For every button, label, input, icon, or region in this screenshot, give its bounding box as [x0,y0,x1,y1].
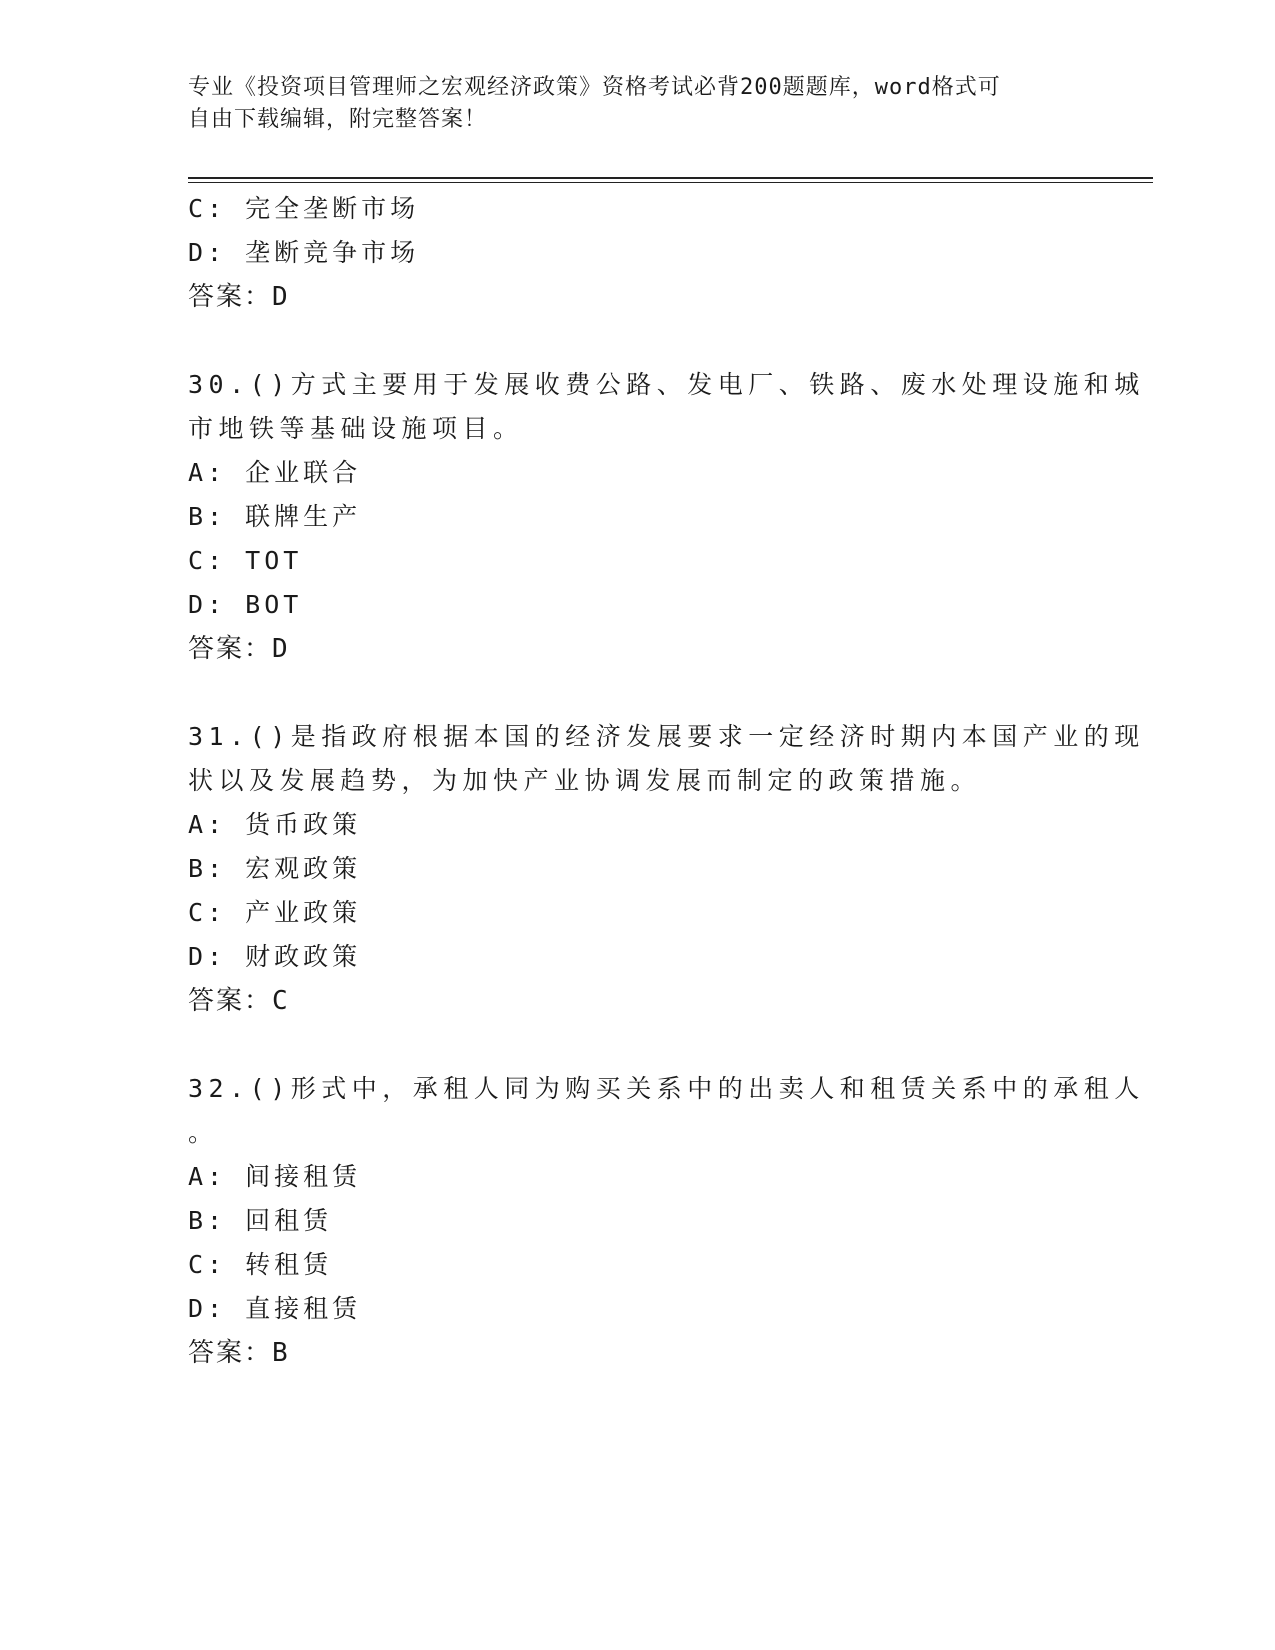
q29-option-d: D: 垄断竞争市场 [188,238,420,267]
header-title-line-2: 自由下载编辑，附完整答案！ [188,107,488,132]
q32-answer: 答案：B [188,1338,290,1368]
q30-answer: 答案：D [188,634,290,664]
q30-option-b: B: 联牌生产 [188,502,362,531]
q30-option-a: A: 企业联合 [188,458,362,487]
q32-option-c: C: 转租赁 [188,1250,333,1279]
q32-question-line-1: 32.()形式中，承租人同为购买关系中的出卖人和租赁关系中的承租人 [188,1074,1145,1103]
q31-question-line-1: 31.()是指政府根据本国的经济发展要求一定经济时期内本国产业的现 [188,722,1145,751]
q31-answer: 答案：C [188,986,290,1016]
q30-question-line-2: 市地铁等基础设施项目。 [188,414,524,443]
document-header [188,72,1068,136]
q32-question-line-2: 。 [188,1118,219,1147]
header-divider-thick [188,177,1153,179]
q30-option-c: C: TOT [188,546,303,575]
q29-option-c: C: 完全垄断市场 [188,194,420,223]
q31-option-d: D: 财政政策 [188,942,362,971]
q30-option-d: D: BOT [188,590,303,619]
q31-option-c: C: 产业政策 [188,898,362,927]
header-title-line-1: 专业《投资项目管理师之宏观经济政策》资格考试必背200题题库，word格式可 [188,75,1001,100]
header-divider-thin [188,182,1153,183]
q31-question-line-2: 状以及发展趋势，为加快产业协调发展而制定的政策措施。 [188,766,982,795]
q31-option-a: A: 货币政策 [188,810,362,839]
q29-answer: 答案：D [188,282,290,312]
q32-option-d: D: 直接租赁 [188,1294,362,1323]
q32-option-a: A: 间接租赁 [188,1162,362,1191]
q30-question-line-1: 30.()方式主要用于发展收费公路、发电厂、铁路、废水处理设施和城 [188,370,1145,399]
q31-option-b: B: 宏观政策 [188,854,362,883]
q32-option-b: B: 回租赁 [188,1206,333,1235]
